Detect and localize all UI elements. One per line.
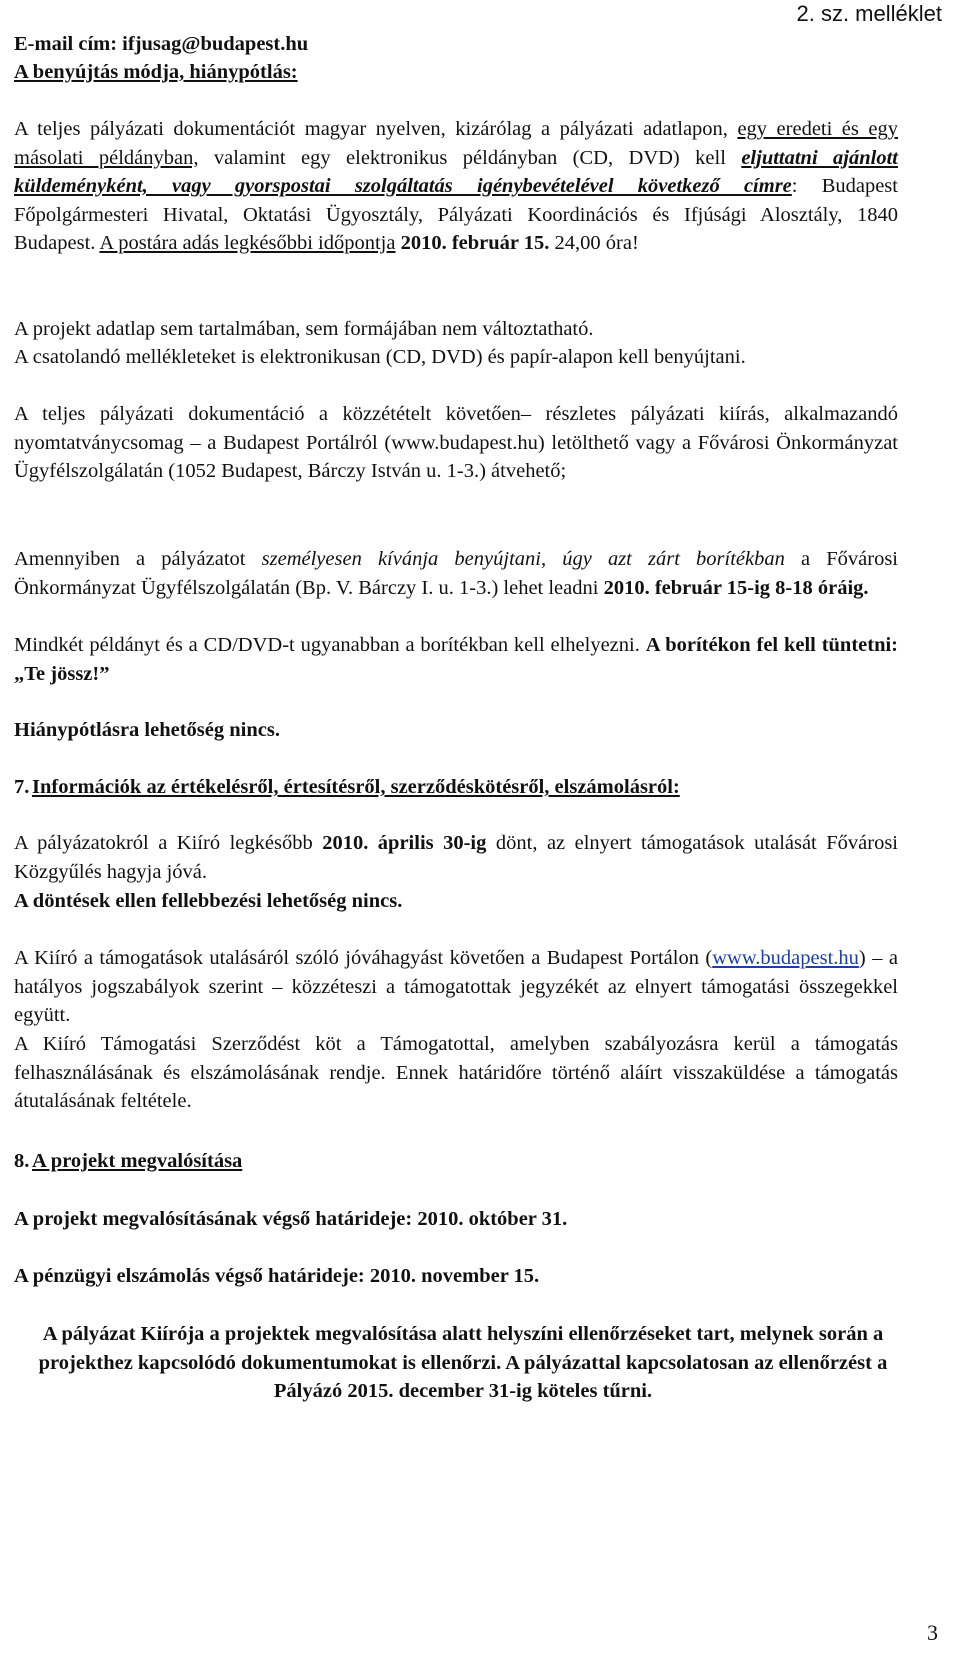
p1-text-b: egy eredeti és egy másolati példányban, [14, 118, 898, 169]
s7-p1-date: 2010. április 30-ig [322, 832, 487, 854]
section-8-title: A projekt megvalósítása [32, 1150, 243, 1172]
control-notice: A pályázat Kiírója a projektek megvalósítása alatt helyszíni ellenőrzéseket tart, melynek során a projekthez kapcsolódó dokumentumokat is ellenőrzi. A pályázattal kapcsolatosan az ellenőrzést a Pályázó 2015. december 31-ig köteles tűrni. [38, 1323, 888, 1402]
attachment-label: 2. sz. melléklet [796, 1, 942, 26]
p1-deadline-label: A postára adás legkésőbbi időpontja [99, 232, 396, 254]
no-correction-note: Hiánypótlásra lehetőség nincs. [14, 719, 280, 741]
section-7-paragraph-3 [14, 944, 898, 1030]
submission-paragraph-4: A teljes pályázati dokumentáció a közzétételt követően– részletes pályázati kiírás, alkalmazandó nyomtatványcsomag – a Budapest Portálról (www.budapest.hu) letölthető vagy a Fővárosi Önkormányzat Ügyfélszolgálatán (1052 Budapest, Bárczy István u. 1-3.) átvehető; [14, 403, 898, 482]
p1-text-a: A teljes pályázati dokumentációt magyar nyelven, kizárólag a pályázati adatlapon, [14, 118, 738, 140]
section-7-title: Információk az értékelésről, értesítésről, szerződéskötésről, elszámolásról: [32, 776, 680, 798]
submission-paragraph-6 [14, 631, 898, 688]
section-7-heading [14, 773, 680, 801]
submission-paragraph-3: A csatolandó mellékleteket is elektronikusan (CD, DVD) és papír-alapon kell benyújtani. [14, 346, 746, 368]
p1-deadline-time: 24,00 óra! [549, 232, 639, 254]
section-7-paragraph-1 [14, 829, 898, 886]
implementation-deadline: A projekt megvalósításának végső határideje: 2010. október 31. [14, 1208, 568, 1230]
p1-text-c: valamint egy elektronikus példányban (CD, DVD) kell [198, 146, 742, 169]
section-8-number: 8. [14, 1150, 30, 1172]
p5-deadline: 2010. február 15-ig 8-18 óráig. [603, 576, 869, 599]
s7-p3-text-b: ) – a hatályos jogszabályok szerint – közzéteszi a támogatottak jegyzékét az elnyert támogatási összegekkel együtt. [14, 947, 898, 1026]
submission-paragraph-2: A projekt adatlap sem tartalmában, sem formájában nem változtatható. [14, 318, 594, 340]
page-number: 3 [927, 1620, 938, 1645]
section-8-heading [14, 1147, 242, 1175]
p5-personal-emphasis: személyesen kívánja benyújtani, úgy azt zárt borítékban [261, 548, 785, 570]
p6-text-a: Mindkét példányt és a CD/DVD-t ugyanabban a borítékban kell elhelyezni. [14, 634, 646, 656]
section-7-paragraph-4: A Kiíró Támogatási Szerződést köt a Támogatottal, amelyben szabályozásra kerül a támogatás felhasználásának és elszámolásának rendje. Ennek határidőre történő aláírt visszaküldése a támogatás átutalásának feltétele. [14, 1033, 898, 1112]
p1-deadline-date: 2010. február 15. [395, 232, 550, 254]
submission-paragraph-5 [14, 545, 898, 602]
s7-p1-text-c: dönt, az elnyert támogatások utalását Fővárosi Közgyűlés hagyja jóvá. [14, 832, 898, 883]
p5-text-a: Amennyiben a pályázatot [14, 548, 262, 570]
s7-p3-text-a: A Kiíró a támogatások utalásáról szóló jóváhagyást követően a Budapest Portálon ( [14, 947, 713, 969]
submission-heading: A benyújtás módja, hiánypótlás: [14, 61, 298, 83]
submission-paragraph-1 [14, 115, 898, 258]
section-7-paragraph-2: A döntések ellen fellebbezési lehetőség nincs. [14, 890, 403, 912]
p6-envelope-label: A borítékon fel kell tüntetni: „Te jössz!” [14, 634, 898, 685]
email-line: E-mail cím: ifjusag@budapest.hu [14, 33, 309, 55]
section-7-number: 7. [14, 776, 30, 798]
financial-deadline: A pénzügyi elszámolás végső határideje: 2010. november 15. [14, 1265, 540, 1287]
p1-address-emphasis: eljuttatni ajánlott küldeményként, vagy gyorspostai szolgáltatás igénybevételével következő címre [14, 146, 898, 197]
budapest-portal-link[interactable]: www.budapest.hu [712, 947, 859, 969]
p5-text-c: a Fővárosi Önkormányzat Ügyfélszolgálatán (Bp. V. Bárczy I. u. 1-3.) lehet leadni [14, 548, 898, 599]
s7-p1-text-a: A pályázatokról a Kiíró legkésőbb [14, 832, 323, 854]
p1-text-e: : Budapest Főpolgármesteri Hivatal, Oktatási Ügyosztály, Pályázati Koordinációs és Ifjúsági Alosztály, 1840 Budapest. [14, 175, 898, 254]
